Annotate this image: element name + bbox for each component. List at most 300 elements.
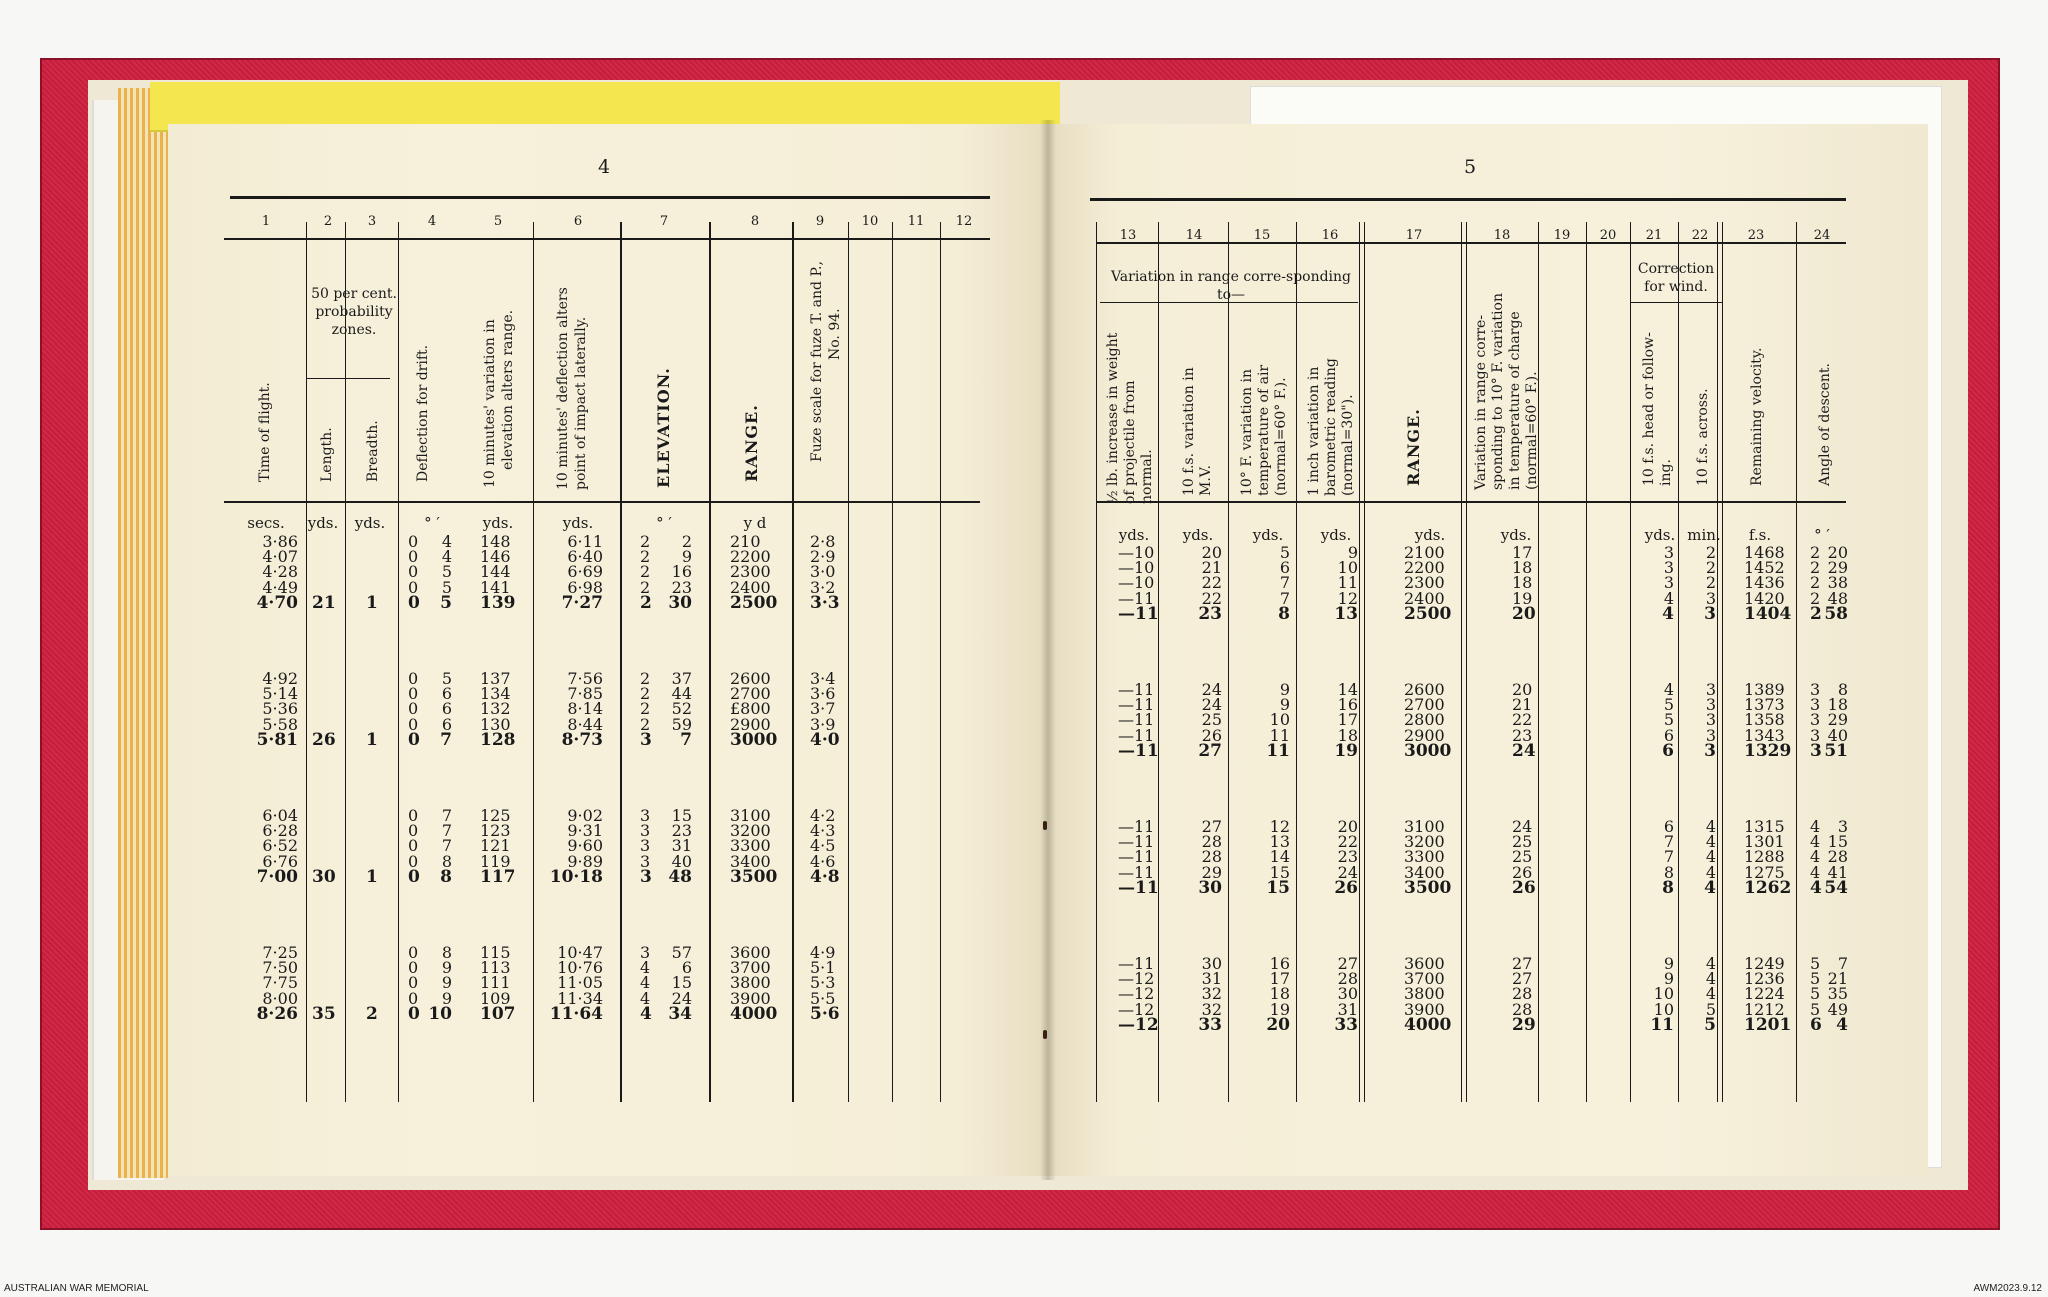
- drift-minutes: 7: [441, 821, 452, 841]
- fuze-scale: 3·2: [810, 577, 836, 597]
- unit-label: secs.: [247, 514, 285, 532]
- accession-number: AWM2023.9.12: [1973, 1283, 2042, 1294]
- column-number: 12: [955, 214, 973, 229]
- air-temperature-variation: 7: [1279, 588, 1290, 608]
- time-of-flight: 6·04: [262, 806, 298, 825]
- range-variation: 141: [480, 577, 511, 597]
- velocity-variation: 31: [1201, 969, 1222, 989]
- barometric-variation: 26: [1334, 877, 1358, 898]
- remaining-velocity: 1212: [1744, 999, 1785, 1019]
- descent-minutes: 51: [1824, 740, 1848, 761]
- elevation-minutes: 59: [671, 714, 692, 734]
- drift-minutes: 5: [441, 562, 452, 582]
- time-of-flight: 5·14: [262, 684, 298, 704]
- drift-degrees: 0: [408, 592, 420, 613]
- lateral-deflection: 9·89: [567, 851, 603, 871]
- velocity-variation: 32: [1201, 984, 1222, 1004]
- elevation-minutes: 34: [668, 1003, 692, 1024]
- unit-label: ° ′: [656, 514, 672, 532]
- lateral-deflection: 8·73: [561, 729, 603, 750]
- barometric-variation: 22: [1337, 832, 1358, 852]
- range: 3400: [730, 851, 771, 871]
- barometric-variation: 28: [1337, 969, 1358, 989]
- weight-variation: —10: [1118, 543, 1155, 562]
- cross-wind-correction: 4: [1705, 847, 1716, 867]
- column-header: barometric reading: [1323, 358, 1339, 496]
- air-temperature-variation: 8: [1278, 603, 1290, 624]
- column-header: 10 f.s. across.: [1695, 388, 1711, 486]
- time-of-flight: 6·76: [262, 851, 298, 871]
- range: 3600: [1404, 954, 1445, 973]
- column-header: sponding to 10° F. variation: [1490, 293, 1506, 490]
- range: 3500: [1404, 877, 1452, 898]
- range: 2900: [730, 714, 771, 734]
- velocity-variation: 27: [1198, 740, 1222, 761]
- lateral-deflection: 8·44: [567, 714, 603, 734]
- cross-wind-correction: 4: [1705, 969, 1716, 989]
- descent-degrees: 6: [1810, 1014, 1822, 1035]
- column-divider: [1364, 222, 1365, 1102]
- elevation-degrees: 2: [640, 577, 651, 597]
- range: 3700: [730, 958, 771, 978]
- column-header: No. 94.: [827, 308, 843, 360]
- range: 4000: [730, 1003, 778, 1024]
- range: 2700: [730, 684, 771, 704]
- weight-variation: —11: [1118, 954, 1155, 973]
- drift-minutes: 9: [441, 988, 452, 1008]
- column-divider: [1096, 222, 1097, 1102]
- zone-breadth: 1: [366, 866, 378, 887]
- range-variation: 117: [480, 866, 516, 887]
- descent-degrees: 3: [1810, 695, 1821, 715]
- drift-degrees: 0: [408, 851, 419, 871]
- weight-variation: —11: [1118, 725, 1155, 745]
- column-divider: [1796, 222, 1797, 1102]
- barometric-variation: 20: [1337, 817, 1358, 836]
- air-temperature-variation: 12: [1269, 817, 1290, 836]
- lateral-deflection: 7·85: [567, 684, 603, 704]
- elevation-minutes: 16: [671, 562, 692, 582]
- drift-minutes: 5: [440, 592, 452, 613]
- drift-minutes: 8: [441, 943, 452, 962]
- head-wind-correction: 8: [1663, 862, 1674, 882]
- velocity-variation: 28: [1201, 832, 1222, 852]
- velocity-variation: 27: [1201, 817, 1222, 836]
- elevation-minutes: 48: [668, 866, 692, 887]
- column-number: 13: [1119, 228, 1137, 243]
- column-number: 16: [1321, 228, 1339, 243]
- drift-minutes: 7: [440, 729, 452, 750]
- elevation-degrees: 2: [640, 592, 652, 613]
- unit-label: yds.: [1320, 526, 1352, 544]
- drift-minutes: 5: [441, 669, 452, 688]
- lateral-deflection: 9·02: [567, 806, 603, 825]
- velocity-variation: 22: [1201, 573, 1222, 593]
- barometric-variation: 14: [1337, 680, 1358, 699]
- weight-variation: —11: [1118, 680, 1155, 699]
- column-number: 19: [1553, 228, 1571, 243]
- weight-variation: —11: [1118, 832, 1155, 852]
- velocity-variation: 24: [1201, 680, 1222, 699]
- velocity-variation: 29: [1201, 862, 1222, 882]
- air-temperature-variation: 15: [1266, 877, 1290, 898]
- charge-temperature-variation: 20: [1512, 680, 1533, 699]
- descent-minutes: 3: [1837, 817, 1848, 836]
- weight-variation: —11: [1118, 817, 1155, 836]
- elevation-degrees: 2: [640, 684, 651, 704]
- descent-minutes: 54: [1824, 877, 1848, 898]
- range: 3900: [730, 988, 771, 1008]
- descent-degrees: 4: [1810, 847, 1821, 867]
- cross-wind-correction: 3: [1705, 588, 1716, 608]
- range: 2700: [1404, 695, 1445, 715]
- rule: [230, 196, 990, 199]
- head-wind-correction: 4: [1663, 680, 1674, 699]
- elevation-degrees: 3: [640, 729, 652, 750]
- elevation-minutes: 24: [671, 988, 692, 1008]
- elevation-degrees: 2: [640, 699, 651, 719]
- unit-label: yds.: [482, 514, 514, 532]
- drift-minutes: 8: [441, 851, 452, 871]
- elevation-minutes: 15: [671, 973, 692, 993]
- column-header: (normal=30").: [1340, 394, 1356, 496]
- charge-temperature-variation: 27: [1512, 954, 1533, 973]
- column-divider: [1630, 222, 1631, 1102]
- lateral-deflection: 7·56: [567, 669, 603, 688]
- rule: [1630, 302, 1722, 303]
- unit-label: f.s.: [1748, 526, 1772, 544]
- column-number: 21: [1645, 228, 1663, 243]
- time-of-flight: 3·86: [262, 532, 298, 551]
- cross-wind-correction: 3: [1705, 680, 1716, 699]
- column-header: 10° F. variation in: [1239, 369, 1255, 496]
- range: 2500: [730, 592, 778, 613]
- charge-temperature-variation: 22: [1512, 710, 1533, 730]
- column-header: RANGE.: [1404, 408, 1423, 486]
- lateral-deflection: 6·40: [567, 547, 603, 567]
- column-divider: [1678, 222, 1679, 1102]
- head-wind-correction: 5: [1663, 710, 1674, 730]
- head-wind-correction: 7: [1663, 847, 1674, 867]
- fuze-scale: 5·6: [810, 1003, 840, 1024]
- range: 3900: [1404, 999, 1445, 1019]
- drift-degrees: 0: [408, 577, 419, 597]
- descent-degrees: 3: [1810, 710, 1821, 730]
- column-header: ing.: [1658, 459, 1674, 486]
- zone-breadth: 1: [366, 729, 378, 750]
- time-of-flight: 8·26: [256, 1003, 298, 1024]
- range-variation: 121: [480, 836, 511, 856]
- velocity-variation: 30: [1198, 877, 1222, 898]
- column-number: 24: [1813, 228, 1831, 243]
- descent-degrees: 4: [1810, 817, 1821, 836]
- remaining-velocity: 1288: [1744, 847, 1785, 867]
- weight-variation: —11: [1118, 847, 1155, 867]
- range-variation: 139: [480, 592, 516, 613]
- rule: [1096, 501, 1846, 503]
- column-header: Breadth.: [365, 420, 381, 482]
- column-divider: [1722, 222, 1723, 1102]
- cross-wind-correction: 5: [1705, 999, 1716, 1019]
- column-divider: [345, 222, 346, 1102]
- charge-temperature-variation: 29: [1512, 1014, 1536, 1035]
- weight-variation: —11: [1118, 588, 1155, 608]
- column-number: 14: [1185, 228, 1203, 243]
- head-wind-correction: 6: [1663, 725, 1674, 745]
- drift-degrees: 0: [408, 699, 419, 719]
- head-wind-correction: 5: [1663, 695, 1674, 715]
- weight-variation: —11: [1118, 862, 1155, 882]
- range: 3300: [1404, 847, 1445, 867]
- column-divider: [1228, 222, 1229, 1102]
- barometric-variation: 31: [1337, 999, 1358, 1019]
- unit-label: yds.: [1118, 526, 1150, 544]
- column-header: Angle of descent.: [1817, 362, 1833, 486]
- head-wind-correction: 3: [1663, 558, 1674, 578]
- descent-degrees: 5: [1810, 954, 1821, 973]
- column-header: Fuze scale for fuze T. and P.,: [809, 261, 825, 462]
- time-of-flight: 4·49: [262, 577, 298, 597]
- zone-breadth: 2: [366, 1003, 378, 1024]
- descent-minutes: 29: [1827, 558, 1848, 578]
- time-of-flight: 4·28: [262, 562, 298, 582]
- barometric-variation: 17: [1337, 710, 1358, 730]
- unit-label: min.: [1687, 526, 1721, 544]
- drift-minutes: 7: [441, 836, 452, 856]
- elevation-degrees: 3: [640, 836, 651, 856]
- column-divider: [306, 222, 307, 1102]
- descent-minutes: 41: [1827, 862, 1848, 882]
- column-number: 5: [493, 214, 503, 229]
- time-of-flight: 8·00: [262, 988, 298, 1008]
- drift-degrees: 0: [408, 669, 419, 688]
- column-divider: [892, 222, 893, 1102]
- lateral-deflection: 6·98: [567, 577, 603, 597]
- unit-label: yds.: [1182, 526, 1214, 544]
- column-header: Deflection for drift.: [415, 344, 431, 482]
- air-temperature-variation: 7: [1279, 573, 1290, 593]
- range: 2200: [1404, 558, 1445, 578]
- elevation-minutes: 40: [671, 851, 692, 871]
- descent-minutes: 29: [1827, 710, 1848, 730]
- column-divider: [1586, 222, 1587, 1102]
- column-header: temperature of air: [1256, 364, 1272, 496]
- range: 3800: [730, 973, 771, 993]
- range: 3300: [730, 836, 771, 856]
- column-header: 10 f.s. variation in: [1181, 367, 1197, 496]
- range: 3600: [730, 943, 771, 962]
- zone-length: 30: [312, 866, 336, 887]
- cross-wind-correction: 2: [1705, 558, 1716, 578]
- velocity-variation: 25: [1201, 710, 1222, 730]
- velocity-variation: 30: [1201, 954, 1222, 973]
- range: 4000: [1404, 1014, 1452, 1035]
- rule: [224, 501, 980, 503]
- column-divider: [1461, 222, 1462, 1102]
- elevation-degrees: 2: [640, 669, 651, 688]
- velocity-variation: 24: [1201, 695, 1222, 715]
- column-divider: [1359, 222, 1360, 1102]
- lateral-deflection: 10·47: [557, 943, 603, 962]
- velocity-variation: 23: [1198, 603, 1222, 624]
- column-number: 3: [367, 214, 377, 229]
- head-wind-correction: 10: [1653, 999, 1674, 1019]
- range-variation: 128: [480, 729, 516, 750]
- column-header: Remaining velocity.: [1749, 347, 1765, 486]
- column-header: 10 f.s. head or follow-: [1641, 332, 1657, 486]
- remaining-velocity: 1452: [1744, 558, 1785, 578]
- column-header: 1 inch variation in: [1306, 366, 1322, 496]
- range: 3000: [730, 729, 778, 750]
- range-variation: 137: [480, 669, 511, 688]
- unit-label: yds.: [1414, 526, 1446, 544]
- elevation-degrees: 4: [640, 958, 651, 978]
- air-temperature-variation: 15: [1269, 862, 1290, 882]
- lateral-deflection: 6·11: [567, 532, 603, 551]
- column-header: elevation alters range.: [500, 309, 516, 470]
- range: 2600: [730, 669, 771, 688]
- weight-variation: —11: [1118, 710, 1155, 730]
- range-variation: 130: [480, 714, 511, 734]
- charge-temperature-variation: 26: [1512, 862, 1533, 882]
- air-temperature-variation: 11: [1266, 740, 1290, 761]
- column-header: M.V.: [1198, 465, 1214, 496]
- archive-credit: AUSTRALIAN WAR MEMORIAL: [4, 1283, 149, 1294]
- descent-degrees: 3: [1810, 680, 1821, 699]
- range: 3000: [1404, 740, 1452, 761]
- lateral-deflection: 10·76: [557, 958, 603, 978]
- descent-minutes: 49: [1827, 999, 1848, 1019]
- column-header: Length.: [319, 427, 335, 482]
- range: 2400: [1404, 588, 1445, 608]
- range: 2600: [1404, 680, 1445, 699]
- air-temperature-variation: 9: [1279, 695, 1290, 715]
- head-wind-correction: 9: [1663, 954, 1674, 973]
- elevation-minutes: 23: [671, 577, 692, 597]
- descent-degrees: 2: [1810, 573, 1821, 593]
- range: 3100: [1404, 817, 1445, 836]
- column-divider: [709, 222, 710, 1102]
- range-variation: 134: [480, 684, 511, 704]
- barometric-variation: 18: [1337, 725, 1358, 745]
- cross-wind-correction: 3: [1705, 725, 1716, 745]
- elevation-minutes: 9: [681, 547, 692, 567]
- air-temperature-variation: 11: [1269, 725, 1290, 745]
- range: 2800: [1404, 710, 1445, 730]
- charge-temperature-variation: 25: [1512, 832, 1533, 852]
- elevation-degrees: 2: [640, 532, 651, 551]
- elevation-degrees: 4: [640, 988, 651, 1008]
- column-number: 23: [1747, 228, 1765, 243]
- column-header: normal.: [1139, 449, 1155, 504]
- range: 3100: [730, 806, 771, 825]
- descent-minutes: 58: [1824, 603, 1848, 624]
- descent-minutes: 18: [1827, 695, 1848, 715]
- fuze-scale: 4·5: [810, 836, 836, 856]
- drift-degrees: 0: [408, 1003, 420, 1024]
- remaining-velocity: 1224: [1744, 984, 1785, 1004]
- range: 2900: [1404, 725, 1445, 745]
- group-header: 50 per cent. probability zones.: [311, 286, 397, 338]
- time-of-flight: 5·36: [262, 699, 298, 719]
- range-variation: 132: [480, 699, 511, 719]
- unit-label: y d: [743, 514, 767, 532]
- time-of-flight: 5·81: [256, 729, 298, 750]
- drift-minutes: 10: [428, 1003, 452, 1024]
- charge-temperature-variation: 25: [1512, 847, 1533, 867]
- cross-wind-correction: 3: [1705, 695, 1716, 715]
- air-temperature-variation: 5: [1279, 543, 1290, 562]
- range: 2400: [730, 577, 771, 597]
- descent-minutes: 35: [1827, 984, 1848, 1004]
- fuze-scale: 5·3: [810, 973, 836, 993]
- remaining-velocity: 1315: [1744, 817, 1785, 836]
- barometric-variation: 33: [1334, 1014, 1358, 1035]
- elevation-minutes: 2: [681, 532, 692, 551]
- fuze-scale: 3·3: [810, 592, 840, 613]
- column-header: of projectile from: [1122, 380, 1138, 504]
- elevation-minutes: 37: [671, 669, 692, 688]
- elevation-degrees: 2: [640, 562, 651, 582]
- elevation-degrees: 3: [640, 821, 651, 841]
- elevation-degrees: 3: [640, 943, 651, 962]
- column-number: 1: [261, 214, 271, 229]
- cross-wind-correction: 4: [1704, 877, 1716, 898]
- column-number: 4: [427, 214, 437, 229]
- zone-breadth: 1: [366, 592, 378, 613]
- column-number: 15: [1253, 228, 1271, 243]
- barometric-variation: 11: [1337, 573, 1358, 593]
- drift-minutes: 9: [441, 973, 452, 993]
- column-divider: [793, 222, 794, 1102]
- lateral-deflection: 9·60: [567, 836, 603, 856]
- time-of-flight: 4·92: [262, 669, 298, 688]
- time-of-flight: 6·28: [262, 821, 298, 841]
- column-divider: [1296, 222, 1297, 1102]
- time-of-flight: 4·07: [262, 547, 298, 567]
- drift-degrees: 0: [408, 729, 420, 750]
- range: 3700: [1404, 969, 1445, 989]
- elevation-degrees: 4: [640, 1003, 652, 1024]
- range-variation: 123: [480, 821, 511, 841]
- weight-variation: —11: [1118, 603, 1159, 624]
- descent-degrees: 2: [1810, 558, 1821, 578]
- elevation-minutes: 57: [671, 943, 692, 962]
- range-variation: 119: [480, 851, 511, 871]
- unit-label: yds.: [1252, 526, 1284, 544]
- column-divider: [940, 222, 941, 1102]
- air-temperature-variation: 16: [1269, 954, 1290, 973]
- drift-degrees: 0: [408, 943, 419, 962]
- column-header: ELEVATION.: [654, 367, 673, 488]
- weight-variation: —12: [1118, 984, 1155, 1004]
- barometric-variation: 30: [1337, 984, 1358, 1004]
- drift-minutes: 4: [441, 547, 452, 567]
- descent-degrees: 4: [1810, 832, 1821, 852]
- cross-wind-correction: 3: [1705, 710, 1716, 730]
- range: 3500: [730, 866, 778, 887]
- weight-variation: —11: [1118, 740, 1159, 761]
- elevation-minutes: 31: [671, 836, 692, 856]
- remaining-velocity: 1343: [1744, 725, 1785, 745]
- charge-temperature-variation: 26: [1512, 877, 1536, 898]
- head-wind-correction: 6: [1662, 740, 1674, 761]
- elevation-degrees: 3: [640, 851, 651, 871]
- velocity-variation: 33: [1198, 1014, 1222, 1035]
- range: 2500: [1404, 603, 1452, 624]
- range: 2200: [730, 547, 771, 567]
- remaining-velocity: 1301: [1744, 832, 1785, 852]
